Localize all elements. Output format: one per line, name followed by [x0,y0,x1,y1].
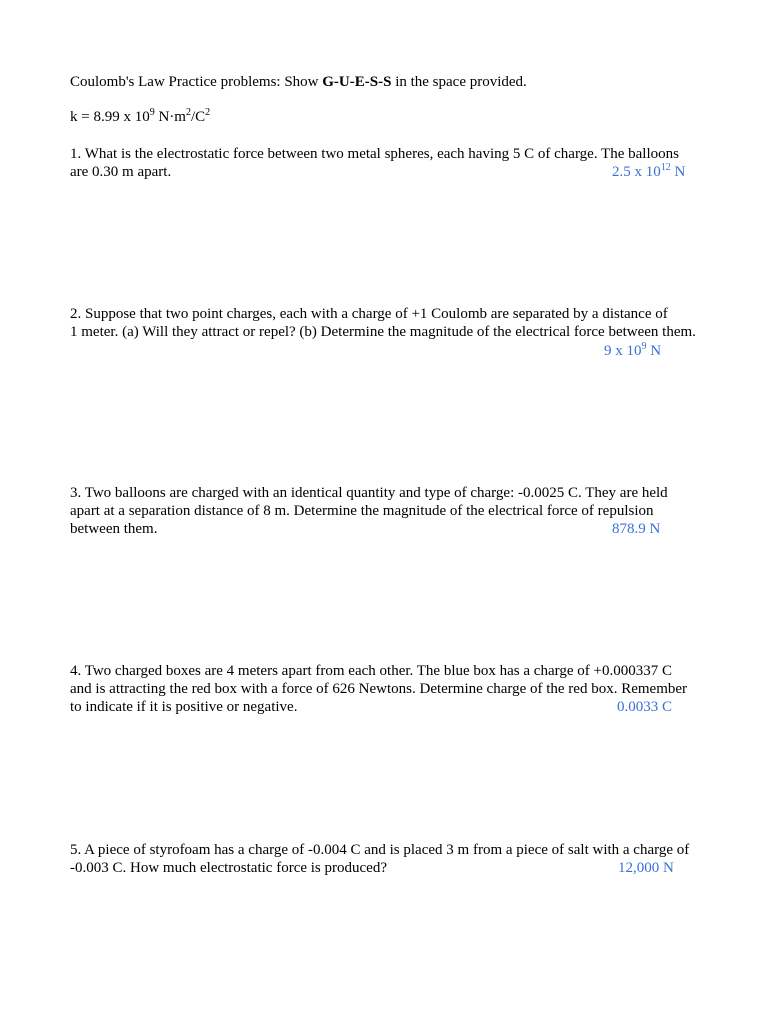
problem-3 [70,484,710,538]
problem-5 [70,841,710,877]
answer-base: 9 x 10 [604,343,642,359]
answer-exponent: 12 [660,162,671,173]
problem-text-line: to indicate if it is positive or negative. [70,699,298,715]
constant-base: k = 8.99 x 10 [70,109,150,125]
constant-exponent: 9 [149,107,155,118]
problem-text-line: 4. Two charged boxes are 4 meters apart from each other. The blue box has a charge of +0.000337 C [70,663,672,679]
answer-base: 2.5 x 10 [612,164,661,180]
constant-c-exponent: 2 [205,107,211,118]
problem-text-line: are 0.30 m apart. [70,164,172,180]
problem-5-answer: 12,000 N [618,860,674,876]
problem-text-line: apart at a separation distance of 8 m. Determine the magnitude of the electrical force of repulsion [70,503,654,519]
constant-unit-c: /C [190,109,206,125]
problem-text-line: -0.003 C. How much electrostatic force is produced? [70,860,387,876]
problem-1 [70,145,710,181]
problem-4-answer: 0.0033 C [617,699,673,715]
problem-2 [70,305,710,359]
worksheet-title [70,73,527,91]
answer-exponent: 9 [641,341,647,352]
problem-2-answer [604,342,661,362]
problem-1-answer [612,163,685,183]
problem-text-line: 3. Two balloons are charged with an identical quantity and type of charge: -0.0025 C. They are held [70,485,668,501]
problem-text-line: 1. What is the electrostatic force between two metal spheres, each having 5 C of charge. The balloons [70,146,679,162]
problem-text-line: between them. [70,521,158,537]
title-text: Coulomb's Law Practice problems: Show [70,74,323,90]
title-guess-acronym: G-U-E-S-S [322,74,392,90]
coulomb-constant [70,108,210,128]
problem-text-line: and is attracting the red box with a force of 626 Newtons. Determine charge of the red box. Remember [70,681,688,697]
problem-4 [70,662,710,716]
answer-unit: N [646,343,662,359]
problem-text-line: 2. Suppose that two point charges, each with a charge of +1 Coulomb are separated by a distance of [70,306,668,322]
problem-text-line: 1 meter. (a) Will they attract or repel? (b) Determine the magnitude of the electrical force between them. [70,324,696,340]
answer-unit: N [670,164,686,180]
title-text-suffix: in the space provided. [391,74,527,90]
problem-3-answer: 878.9 N [612,521,661,537]
constant-unit-nm: N·m [154,109,186,125]
constant-m-exponent: 2 [185,107,191,118]
problem-text-line: 5. A piece of styrofoam has a charge of -0.004 C and is placed 3 m from a piece of salt with a charge of [70,842,690,858]
